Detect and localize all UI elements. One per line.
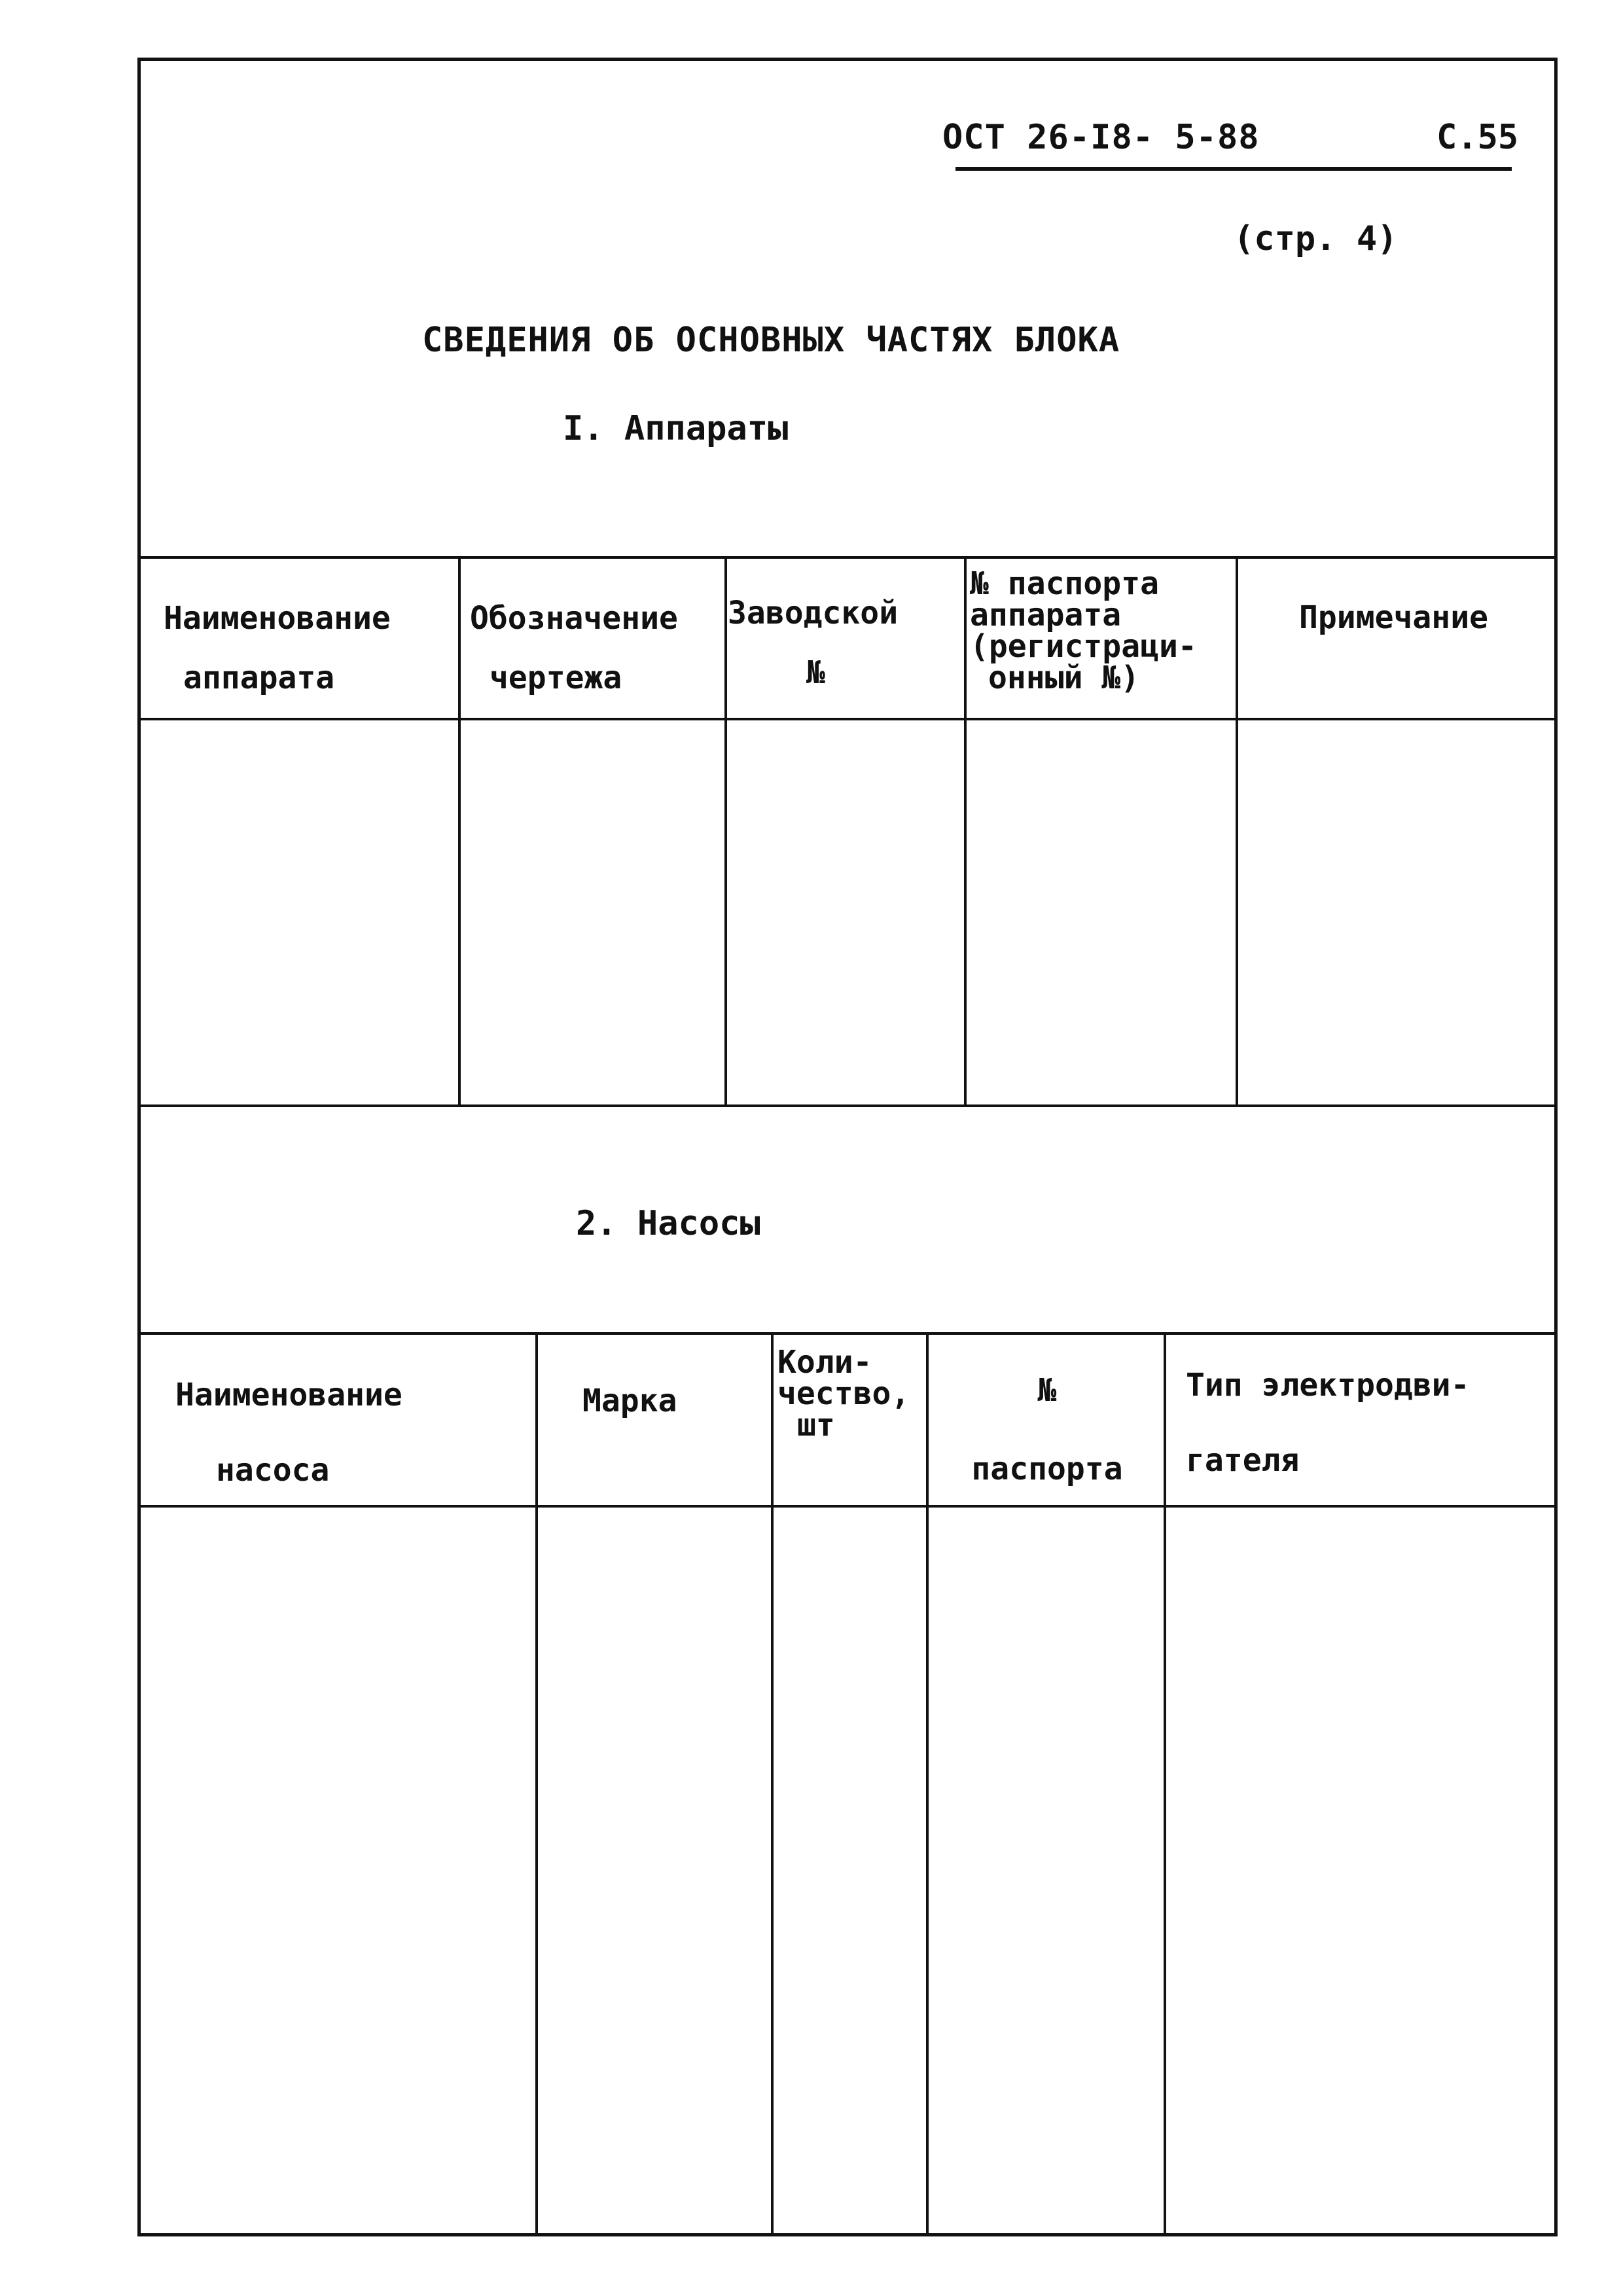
table1-col-divider-1: [458, 556, 461, 1104]
table1-header-name-line2: аппарата: [183, 660, 335, 697]
table1-header-name: [164, 589, 391, 708]
table2-header-quantity: [777, 1344, 910, 1443]
table1-header-passport: [970, 565, 1197, 696]
table2-header-quantity-line1: Коли-: [777, 1344, 872, 1381]
table1-header-passport-line2: аппарата: [970, 597, 1122, 633]
table1-col-divider-4: [1236, 556, 1238, 1104]
table2-header-brand: [582, 1384, 677, 1419]
sheet-number: (стр. 4): [1234, 219, 1398, 258]
page-frame: [137, 58, 1558, 2236]
table1-col-divider-3: [964, 556, 967, 1104]
document-number-underline: [955, 167, 1512, 171]
table1-header-drawing: [470, 589, 678, 708]
table2-header-passport: [929, 1351, 1165, 1508]
page-number: С.55: [1436, 118, 1519, 157]
table1-header-drawing-line2: чертежа: [490, 660, 622, 697]
document-number: ОСТ 26-I8- 5-88: [942, 118, 1260, 157]
table2-col-divider-3: [926, 1332, 929, 2235]
table2-header-name: [175, 1358, 402, 1508]
table1-header-note-line1: Примечание: [1299, 599, 1488, 636]
table2-header-quantity-line2: чество,: [777, 1375, 910, 1412]
table2-header-quantity-line3: шт: [797, 1407, 835, 1443]
table1-header-drawing-line1: Обозначение: [470, 600, 678, 637]
table1-header-passport-line3: (регистраци-: [970, 628, 1197, 665]
table2-header-motor-line1: Тип электродви-: [1186, 1367, 1470, 1404]
table2-header-passport-line2: паспорта: [971, 1451, 1123, 1487]
table1-bottom-border: [137, 1104, 1558, 1107]
table1-header-border: [137, 718, 1558, 720]
table2-header-motor-line2: гателя: [1186, 1442, 1300, 1479]
table1-header-name-line1: Наименование: [164, 600, 391, 637]
table2-col-divider-1: [535, 1332, 538, 2235]
table2-header-motor-type: [1186, 1348, 1469, 1498]
section1-heading: I. Аппараты: [563, 409, 789, 448]
table1-header-factory-line1: Заводской: [728, 595, 899, 631]
table1-header-factory-number: [728, 584, 898, 703]
table2-header-brand-line1: Марка: [582, 1383, 677, 1419]
table1-header-passport-line1: № паспорта: [970, 565, 1159, 602]
table2-col-divider-2: [771, 1332, 774, 2235]
page-title: СВЕДЕНИЯ ОБ ОСНОВНЫХ ЧАСТЯХ БЛОКА: [422, 321, 1120, 360]
table2-header-name-line2: насоса: [216, 1452, 330, 1489]
table2-header-name-line1: Наименование: [175, 1377, 402, 1413]
table2-header-passport-line1: №: [1037, 1372, 1057, 1409]
table2-top-border: [137, 1332, 1558, 1335]
table1-header-factory-line2: №: [806, 654, 825, 692]
table1-header-note: [1299, 601, 1488, 635]
table1-header-passport-line4: онный №): [988, 660, 1140, 696]
table1-top-border: [137, 556, 1558, 559]
table1-col-divider-2: [724, 556, 727, 1104]
section2-heading: 2. Насосы: [576, 1204, 760, 1243]
